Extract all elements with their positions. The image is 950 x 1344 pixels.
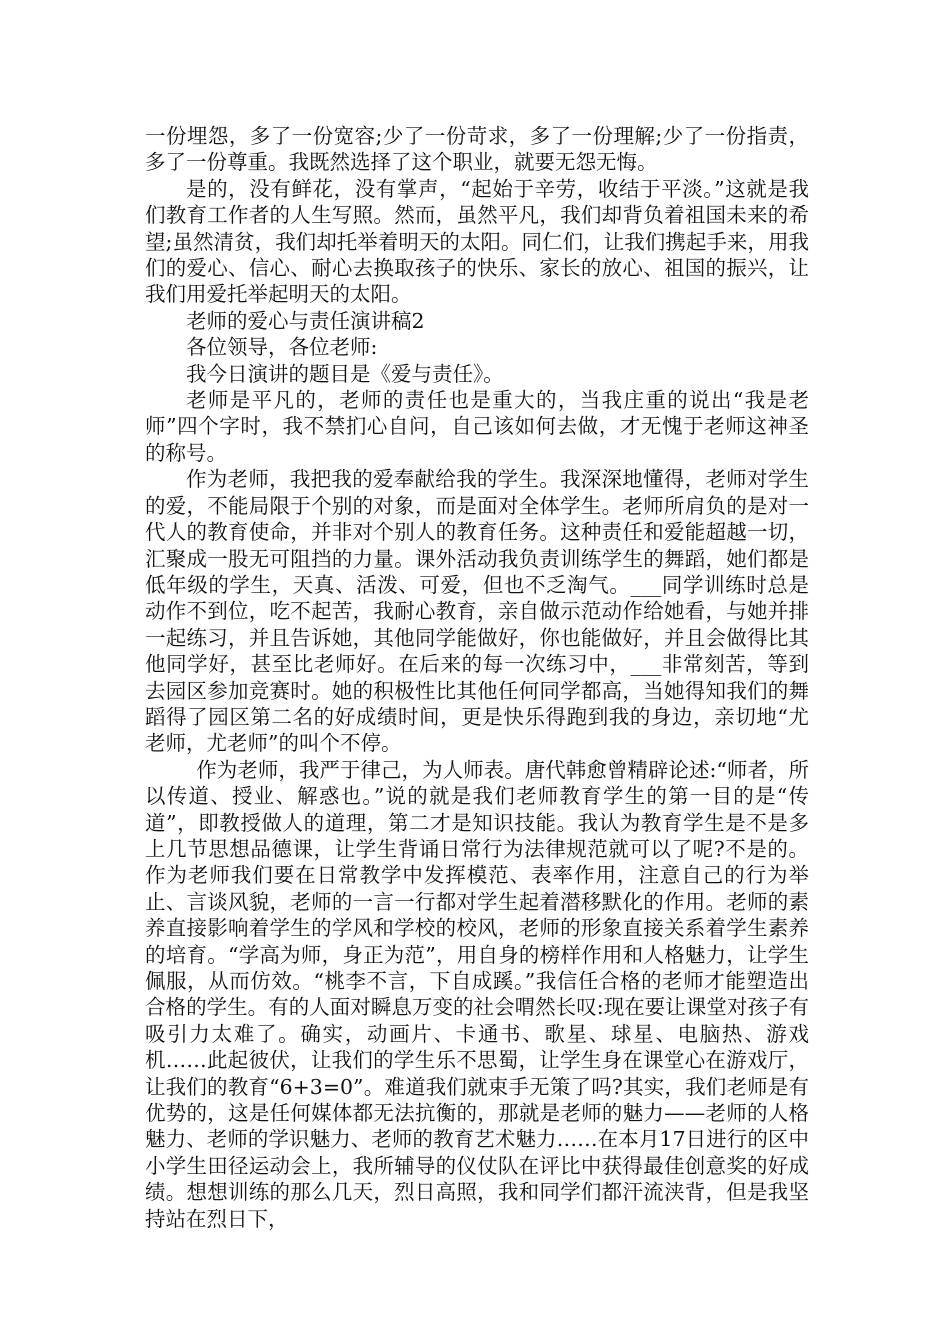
paragraph-closing: 是的，没有鲜花，没有掌声，“起始于辛劳，收结于平淡。”这就是我们教育工作者的人生写照。然而，虽然平凡，我们却背负着祖国未来的希望;虽然清贫，我们却托举着明天的太阳。同仁们，让我们携起手来，用我们的爱心、信心、耐心去换取孩子的快乐、家长的放心、祖国的振兴，让我们用爱托举起明天的太阳。 bbox=[145, 176, 809, 307]
paragraph-love: 作为老师，我把我的爱奉献给我的学生。我深深地懂得，老师对学生的爱，不能局限于个别的对象，而是面对全体学生。老师所肩负的是对一代人的教育使命，并非对个别人的教育任务。这种责任和爱能超越一切，汇聚成一股无可阻挡的力量。课外活动我负责训练学生的舞蹈，她们都是低年级的学生，天真、活泼、可爱，但也不乏淘气。___同学训练时总是动作不到位，吃不起苦，我耐心教育，亲自做示范动作给她看，与她并排一起练习，并且告诉她，其他同学能做好，你也能做好，并且会做得比其他同学好，甚至比老师好。在后来的每一次练习中，___非常刻苦，等到去园区参加竞赛时。她的积极性比其他任何同学都高，当她得知我们的舞蹈得了园区第二名的好成绩时间，更是快乐得跑到我的身边，亲切地“尤老师，尤老师”的叫个不停。 bbox=[145, 467, 809, 756]
paragraph-example: 作为老师，我严于律己，为人师表。唐代韩愈曾精辟论述:“师者，所以传道、授业、解惑也。”说的就是我们老师教育学生的第一目的是“传道”，即教授做人的道理，第二才是知识技能。我认为教育学生是不是多上几节思想品德课，让学生背诵日常行为法律规范就可以了呢?不是的。作为老师我们要在日常教学中发挥模范、表率作用，注意自己的行为举止、言谈风貌，老师的一言一行都对学生起着潜移默化的作用。老师的素养直接影响着学生的学风和学校的校风，老师的形象直接关系着学生素养的培育。“学高为师，身正为范”，用自身的榜样作用和人格魅力，让学生佩服，从而仿效。“桃李不言，下自成蹊。”我信任合格的老师才能塑造出合格的学生。有的人面对瞬息万变的社会喟然长叹:现在要让课堂对孩子有吸引力太难了。确实，动画片、卡通书、歌星、球星、电脑热、游戏机……此起彼伏，让我们的学生乐不思蜀，让学生身在课堂心在游戏厅，让我们的教育“6+3=0”。难道我们就束手无策了吗?其实，我们老师是有优势的，这是任何媒体都无法抗衡的，那就是老师的魅力——老师的人格魅力、老师的学识魅力、老师的教育艺术魅力……在本月17日进行的区中小学生田径运动会上，我所辅导的仪仗队在评比中获得最佳创意奖的好成绩。想想训练的那么几天，烈日高照，我和同学们都汗流浃背，但是我坚持站在烈日下， bbox=[145, 757, 809, 1231]
document-body bbox=[145, 123, 809, 1232]
speech-title: 老师的爱心与责任演讲稿2 bbox=[186, 308, 425, 333]
paragraph-intro: 老师是平凡的，老师的责任也是重大的，当我庄重的说出“我是老师”四个字时，我不禁扪心自问，自己该如何去做，才无愧于老师这神圣的称号。 bbox=[145, 388, 809, 465]
speech-salutation: 各位领导，各位老师: bbox=[186, 335, 378, 360]
paragraph-continuation: 一份埋怨，多了一份宽容;少了一份苛求，多了一份理解;少了一份指责，多了一份尊重。我既然选择了这个职业，就要无怨无悔。 bbox=[145, 124, 809, 175]
speech-topic: 我今日演讲的题目是《爱与责任》。 bbox=[186, 361, 504, 386]
